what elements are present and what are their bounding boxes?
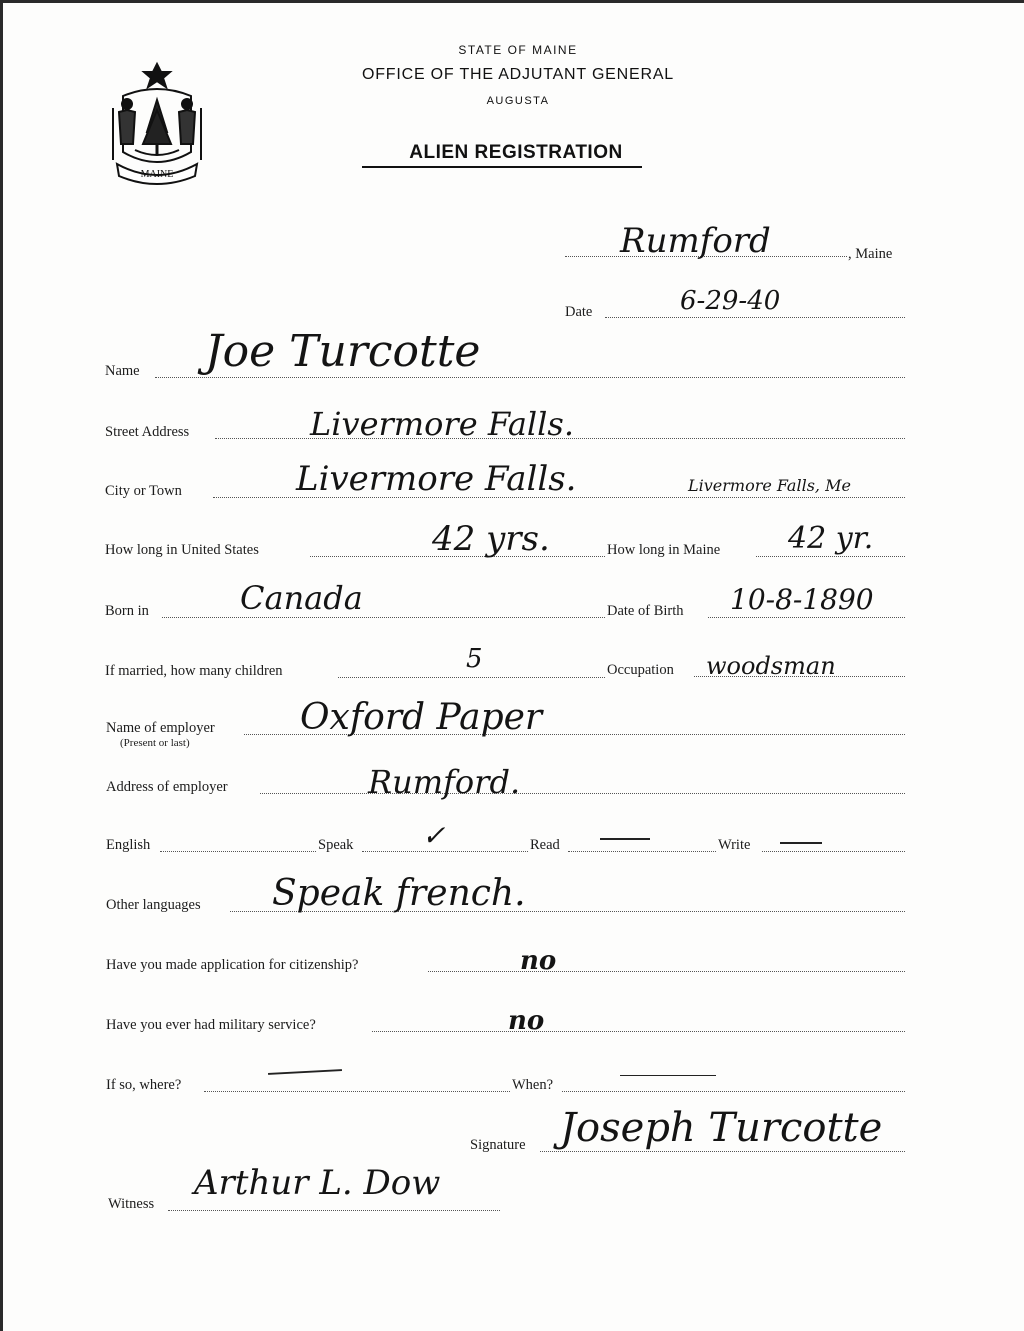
military-entry: no — [508, 1006, 545, 1036]
date-of-birth-label: Date of Birth — [607, 603, 684, 619]
date-of-birth-line — [708, 617, 905, 618]
name-label: Name — [105, 363, 140, 379]
date-line — [605, 317, 905, 318]
date-label: Date — [565, 304, 593, 320]
office-heading: OFFICE OF THE ADJUTANT GENERAL — [361, 66, 675, 83]
city-heading: AUGUSTA — [486, 95, 550, 107]
state-heading: STATE OF MAINE — [458, 43, 578, 57]
employer-name-sublabel: (Present or last) — [120, 737, 190, 749]
write-label: Write — [718, 837, 751, 853]
if-so-where-dash-mark — [268, 1069, 342, 1075]
if-so-where-label: If so, where? — [106, 1077, 182, 1093]
occupation-label: Occupation — [607, 662, 674, 678]
military-line — [372, 1031, 905, 1032]
write-dash-mark — [780, 842, 822, 844]
when-label: When? — [512, 1077, 554, 1093]
citizenship-entry: no — [520, 946, 557, 976]
how-long-maine-line — [756, 556, 905, 557]
town-entry: Rumford — [620, 221, 771, 261]
how-long-maine-entry: 42 yr. — [788, 521, 874, 556]
signature-entry: Joseph Turcotte — [560, 1105, 883, 1151]
citizenship-label: Have you made application for citizenship? — [106, 957, 359, 973]
occupation-entry: woodsman — [706, 652, 836, 680]
employer-name-entry: Oxford Paper — [300, 697, 543, 738]
how-long-maine-label: How long in Maine — [607, 542, 721, 558]
other-languages-label: Other languages — [106, 897, 201, 913]
form-title: ALIEN REGISTRATION — [409, 142, 623, 163]
read-dash-mark — [600, 838, 650, 840]
children-label: If married, how many children — [105, 663, 283, 679]
svg-text:MAINE: MAINE — [140, 169, 174, 180]
speak-entry: ✓ — [422, 819, 446, 852]
born-in-entry: Canada — [240, 579, 363, 617]
city-note-entry: Livermore Falls, Me — [688, 476, 851, 495]
children-line — [338, 677, 605, 678]
other-languages-entry: Speak french. — [272, 873, 526, 914]
signature-label: Signature — [470, 1137, 526, 1153]
employer-address-line — [260, 793, 905, 794]
english-line — [160, 851, 316, 852]
street-address-label: Street Address — [105, 424, 190, 440]
scan-border-left — [0, 0, 3, 1331]
born-in-line — [162, 617, 605, 618]
read-label: Read — [530, 837, 560, 853]
when-line — [562, 1091, 905, 1092]
military-label: Have you ever had military service? — [106, 1017, 316, 1033]
english-label: English — [106, 837, 151, 853]
citizenship-line — [428, 971, 905, 972]
scan-border-top — [0, 0, 1024, 3]
how-long-us-label: How long in United States — [105, 542, 259, 558]
maine-suffix-label: , Maine — [848, 246, 893, 262]
name-entry: Joe Turcotte — [205, 326, 481, 377]
when-dash-mark — [620, 1075, 716, 1076]
read-line — [568, 851, 716, 852]
speak-line — [362, 851, 528, 852]
title-underline — [362, 166, 642, 168]
city-entry: Livermore Falls. — [296, 459, 577, 499]
witness-entry: Arthur L. Dow — [194, 1163, 441, 1203]
how-long-us-entry: 42 yrs. — [432, 519, 550, 559]
city-label: City or Town — [105, 483, 182, 499]
witness-line — [168, 1210, 500, 1211]
date-entry: 6-29-40 — [680, 286, 781, 316]
children-entry: 5 — [466, 644, 483, 674]
speak-label: Speak — [318, 837, 354, 853]
write-line — [762, 851, 905, 852]
witness-label: Witness — [108, 1196, 155, 1212]
signature-line — [540, 1151, 905, 1152]
date-of-birth-entry: 10-8-1890 — [730, 583, 874, 616]
employer-address-label: Address of employer — [106, 779, 228, 795]
street-address-entry: Livermore Falls. — [310, 405, 574, 443]
if-so-where-line — [204, 1091, 510, 1092]
employer-address-entry: Rumford. — [368, 763, 521, 801]
born-in-label: Born in — [105, 603, 149, 619]
employer-name-label: Name of employer — [106, 720, 215, 736]
name-line — [155, 377, 905, 378]
